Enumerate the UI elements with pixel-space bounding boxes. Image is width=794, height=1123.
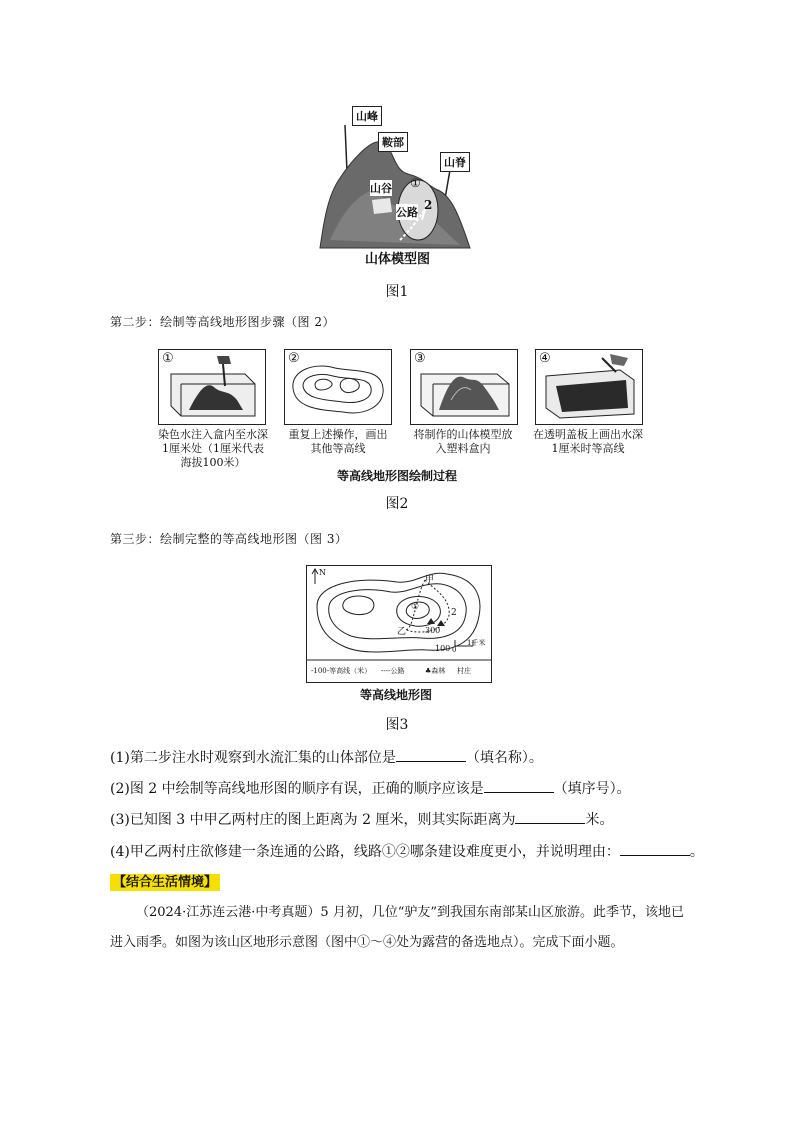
panel-2-number: ②: [288, 351, 300, 366]
water-box-illustration: [159, 350, 265, 424]
mountain-model-illustration: [310, 100, 480, 270]
scale-zero: 0: [452, 646, 457, 654]
circle-one-label: ①: [410, 176, 421, 190]
question-2: [110, 778, 631, 798]
step2-panel-1: [158, 349, 266, 425]
question-3: [110, 809, 613, 829]
answer-blank-2[interactable]: [484, 780, 554, 793]
step2-heading: 第二步：绘制等高线地形图步骤（图 2）: [110, 315, 335, 329]
panel-1-text: 染色水注入盒内至水深1厘米处（1厘米代表海拔100米）: [158, 428, 268, 469]
answer-blank-3[interactable]: [515, 811, 585, 824]
flag-peak-label: 山峰: [352, 106, 382, 126]
step2-panel-3: [410, 349, 518, 425]
model-in-box-illustration: [411, 350, 517, 424]
figure1-mountain-model: [310, 100, 480, 270]
figure2-caption: 图2: [385, 496, 409, 512]
road-label: 公路: [396, 206, 418, 219]
village-jia-label: 甲: [425, 575, 435, 585]
village-yi-label: 乙: [397, 627, 407, 637]
question-1: [110, 747, 543, 767]
contour-100-label: 100: [435, 644, 451, 653]
model-title: 山体模型图: [365, 252, 431, 267]
two-label: 2: [424, 198, 433, 212]
legend-contour: -100-等高线（米）: [311, 667, 372, 675]
step3-heading: 第三步：绘制完整的等高线地形图（图 3）: [110, 532, 348, 546]
legend-road: ----公路: [381, 667, 405, 675]
answer-blank-1[interactable]: [396, 749, 466, 762]
scale-km: 1千米: [467, 639, 486, 647]
question-4-text: (4)甲乙两村庄欲修建一条连通的公路，线路①②哪条建设难度更小，并说明理由：: [110, 844, 620, 860]
answer-blank-4[interactable]: [620, 843, 690, 856]
figure3-caption: 图3: [385, 717, 409, 733]
figure1-caption: 图1: [385, 284, 409, 300]
north-label: N: [319, 568, 326, 577]
section-tag: [110, 871, 220, 890]
legend-forest: ♣森林: [425, 667, 446, 675]
contour-300-label: 300: [425, 626, 441, 635]
flag-ridge-label: 山脊: [440, 152, 470, 172]
question-2-text: (2)图 2 中绘制等高线地形图的顺序有误，正确的顺序应该是: [110, 781, 484, 797]
map-two: 2: [451, 608, 457, 618]
panel-3-number: ③: [414, 351, 426, 366]
cover-drawing-illustration: [536, 350, 642, 424]
question-3-text: (3)已知图 3 中甲乙两村庄的图上距离为 2 厘米，则其实际距离为: [110, 812, 516, 828]
flag-saddle-label: 鞍部: [378, 132, 408, 152]
panel-2-text: 重复上述操作，画出其他等高线: [288, 428, 388, 455]
panel-3-text: 将制作的山体模型放入塑料盒内: [413, 428, 513, 455]
question-2-suffix: （填序号）。: [553, 781, 631, 797]
question-1-text: (1)第二步注水时观察到水流汇集的山体部位是: [110, 750, 396, 766]
panel-4-text: 在透明盖板上画出水深1厘米时等高线: [533, 428, 643, 455]
context-paragraph: （2024·江苏连云港·中考真题）5 月初，几位“驴友”到我国东南部某山区旅游。此季节，该地已进入雨季。如图为该山区地形示意图（图中①～④处为露营的备选地点）。完成下面小题。: [110, 905, 685, 950]
process-title: 等高线地形图绘制过程: [337, 469, 458, 483]
map-circle-one: ①: [411, 602, 420, 612]
section-tag-label: 【结合生活情境】: [110, 874, 220, 891]
map-title: 等高线地形图: [360, 688, 433, 702]
question-4: [110, 841, 704, 861]
step2-panel-4: [535, 349, 643, 425]
legend-village: 村庄: [457, 667, 471, 675]
contour-drawing-illustration: [285, 350, 391, 424]
step2-panel-2: [284, 349, 392, 425]
question-1-suffix: （填名称）。: [465, 750, 543, 766]
contour-map: [306, 565, 492, 683]
panel-4-number: ④: [539, 351, 551, 366]
valley-label: 山谷: [370, 182, 392, 195]
question-3-suffix: 米。: [585, 812, 614, 828]
panel-1-number: ①: [162, 351, 174, 366]
question-4-suffix: 。: [689, 844, 704, 860]
